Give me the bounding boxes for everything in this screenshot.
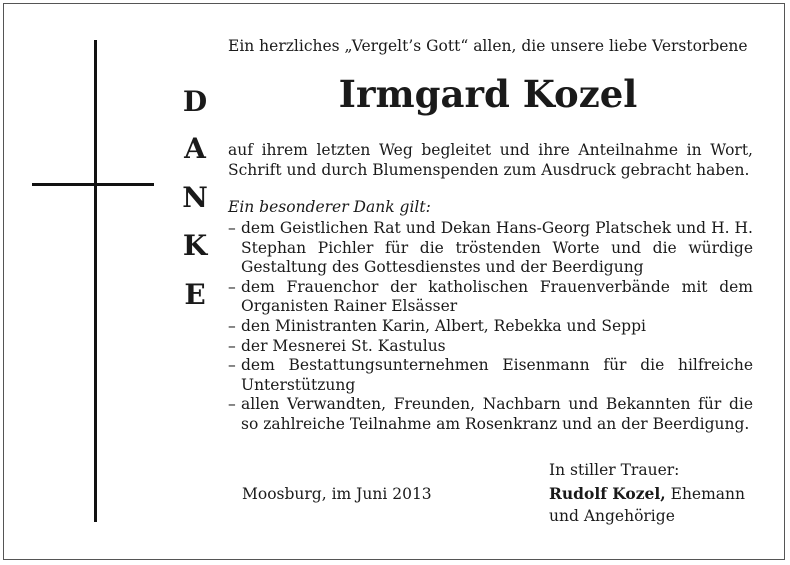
list-dash: – (228, 395, 236, 414)
danke-letter-n: N (182, 181, 208, 214)
danke-letter-k: K (182, 229, 208, 262)
cross-vertical-bar (94, 40, 97, 522)
place-date: Moosburg, im Juni 2013 (242, 485, 432, 503)
thanks-item-text: allen Verwandten, Freunden, Nachbarn und Bekannten für die so zahlreiche Teilnahme am Rosenkranz und an der Beerdigung. (241, 395, 753, 433)
list-dash: – (228, 356, 236, 375)
thanks-list (228, 219, 753, 435)
special-thanks-heading: Ein besonderer Dank gilt: (228, 198, 431, 216)
thanks-item-sacristy (228, 337, 753, 357)
cross-horizontal-bar (32, 183, 154, 186)
signer-role: Ehemann (665, 485, 746, 503)
thanks-paragraph: auf ihrem letzten Weg begleitet und ihre Anteilnahme in Wort, Schrift und durch Blumenspenden zum Ausdruck gebracht haben. (228, 141, 753, 179)
thanks-item-funeral-home (228, 356, 753, 395)
thanks-item-altar-servers (228, 317, 753, 337)
thanks-item-text: der Mesnerei St. Kastulus (241, 336, 446, 355)
danke-letter-e: E (184, 278, 206, 311)
thanks-item-text: dem Geistlichen Rat und Dekan Hans-Georg Platschek und H. H. Stephan Pichler für die tröstenden Worte und die würdige Gestaltung des Gottesdienstes und der Beerdigung (241, 219, 753, 277)
list-dash: – (228, 277, 236, 296)
intro-line: Ein herzliches „Vergelt’s Gott“ allen, die unsere liebe Verstorbene (228, 37, 748, 55)
signer-family: und Angehörige (549, 507, 675, 525)
signer-name: Rudolf Kozel, (549, 484, 666, 503)
thanks-item-text: den Ministranten Karin, Albert, Rebekka und Seppi (241, 316, 646, 335)
deceased-name: Irmgard Kozel (338, 72, 638, 116)
danke-letter-a: A (184, 132, 206, 165)
mourning-label: In stiller Trauer: (549, 461, 680, 479)
thanks-item-text: dem Bestattungsunternehmen Eisenmann für die hilfreiche Unterstützung (241, 356, 753, 394)
thanks-item-choir (228, 278, 753, 317)
list-dash: – (228, 336, 236, 355)
thanks-item-relatives (228, 395, 753, 434)
list-dash: – (228, 316, 236, 335)
signer-line (549, 484, 745, 504)
thanks-item-text: dem Frauenchor der katholischen Frauenverbände mit dem Organisten Rainer Elsässer (241, 277, 753, 316)
list-dash: – (228, 219, 236, 237)
thanks-item-clergy (228, 219, 753, 278)
danke-letter-d: D (182, 85, 208, 118)
